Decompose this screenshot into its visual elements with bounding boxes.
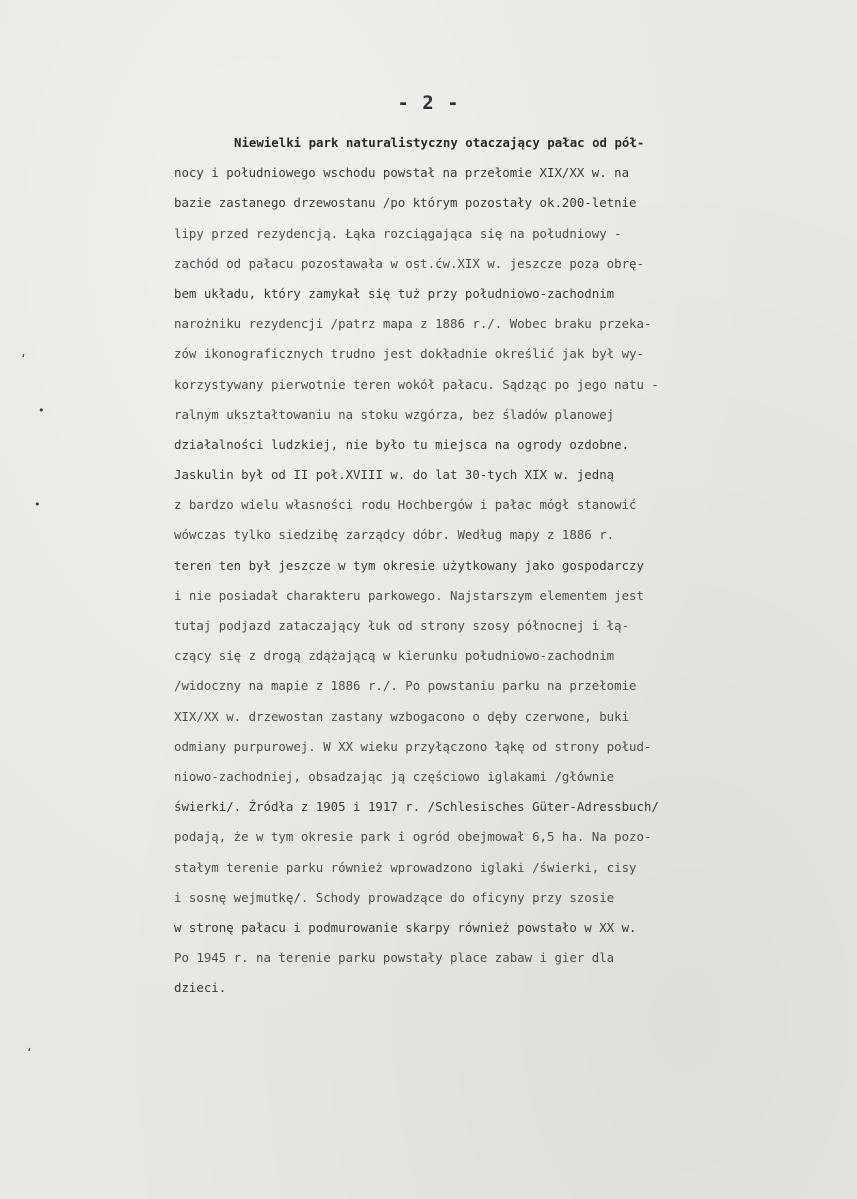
text-line: Niewielki park naturalistyczny otaczający pałac od pół- [234, 135, 645, 150]
text-line: czący się z drogą zdążającą w kierunku południowo-zachodnim [174, 648, 615, 664]
text-line: i nie posiadał charakteru parkowego. Najstarszym elementem jest [174, 587, 644, 603]
text-line: tutaj podjazd zataczający łuk od strony szosy północnej i łą- [174, 618, 630, 633]
text-line: narożniku rezydencji /patrz mapa z 1886 r./. Wobec braku przeka- [174, 316, 652, 332]
margin-dot: ʻ [20, 352, 27, 365]
margin-dot: ʻ [26, 1046, 33, 1059]
page-number-text: - 2 - [397, 92, 460, 114]
text-line: lipy przed rezydencją. Łąka rozciągająca się na południowy - [174, 225, 622, 241]
text-line: korzystywany pierwotnie teren wokół pałacu. Sądząc po jego natu - [174, 376, 659, 392]
text-line: z bardzo wielu własności rodu Hochbergów i pałac mógł stanowić [174, 497, 637, 513]
text-line: /widoczny na mapie z 1886 r./. Po powstaniu parku na przełomie [174, 678, 637, 694]
text-line: bazie zastanego drzewostanu /po którym pozostały ok.200-letnie [174, 195, 637, 211]
text-line: Jaskulin był od II poł.XVIII w. do lat 30-tych XIX w. jedną [174, 467, 615, 483]
text-line: stałym terenie parku również wprowadzono iglaki /świerki, cisy [174, 859, 637, 875]
text-line: świerki/. Źródła z 1905 i 1917 r. /Schlesisches Güter-Adressbuch/ [174, 799, 659, 815]
body-text [174, 128, 834, 1003]
text-line: zów ikonograficznych trudno jest dokładnie określić jak był wy- [174, 346, 644, 362]
page-number [0, 92, 857, 114]
text-line: podają, że w tym okresie park i ogród obejmował 6,5 ha. Na pozo- [174, 829, 652, 845]
text-line: i sosnę wejmutkę/. Schody prowadzące do oficyny przy szosie [174, 889, 615, 905]
text-line: nocy i południowego wschodu powstał na przełomie XIX/XX w. na [174, 165, 630, 181]
text-line: dzieci. [174, 980, 227, 996]
text-line: bem układu, który zamykał się tuż przy południowo-zachodnim [174, 285, 615, 301]
text-line: Po 1945 r. na terenie parku powstały place zabaw i gier dla [174, 950, 615, 966]
text-line: w stronę pałacu i podmurowanie skarpy również powstało w XX w. [174, 919, 637, 935]
text-line: odmiany purpurowej. W XX wieku przyłączono łąkę od strony połud- [174, 738, 652, 754]
text-line: ralnym ukształtowaniu na stoku wzgórza, bez śladów planowej [174, 406, 615, 422]
text-line: działalności ludzkiej, nie było tu miejsca na ogrody ozdobne. [174, 436, 630, 452]
margin-dot: • [34, 498, 41, 511]
margin-dot: • [38, 404, 45, 417]
text-line: teren ten był jeszcze w tym okresie użytkowany jako gospodarczy [174, 557, 644, 573]
text-line: XIX/XX w. drzewostan zastany wzbogacono o dęby czerwone, buki [174, 708, 630, 724]
text-line: niowo-zachodniej, obsadzając ją częściowo iglakami /głównie [174, 768, 615, 784]
text-line: zachód od pałacu pozostawała w ost.ćw.XIX w. jeszcze poza obrę- [174, 255, 644, 271]
text-line: wówczas tylko siedzibę zarządcy dóbr. Według mapy z 1886 r. [174, 527, 615, 543]
